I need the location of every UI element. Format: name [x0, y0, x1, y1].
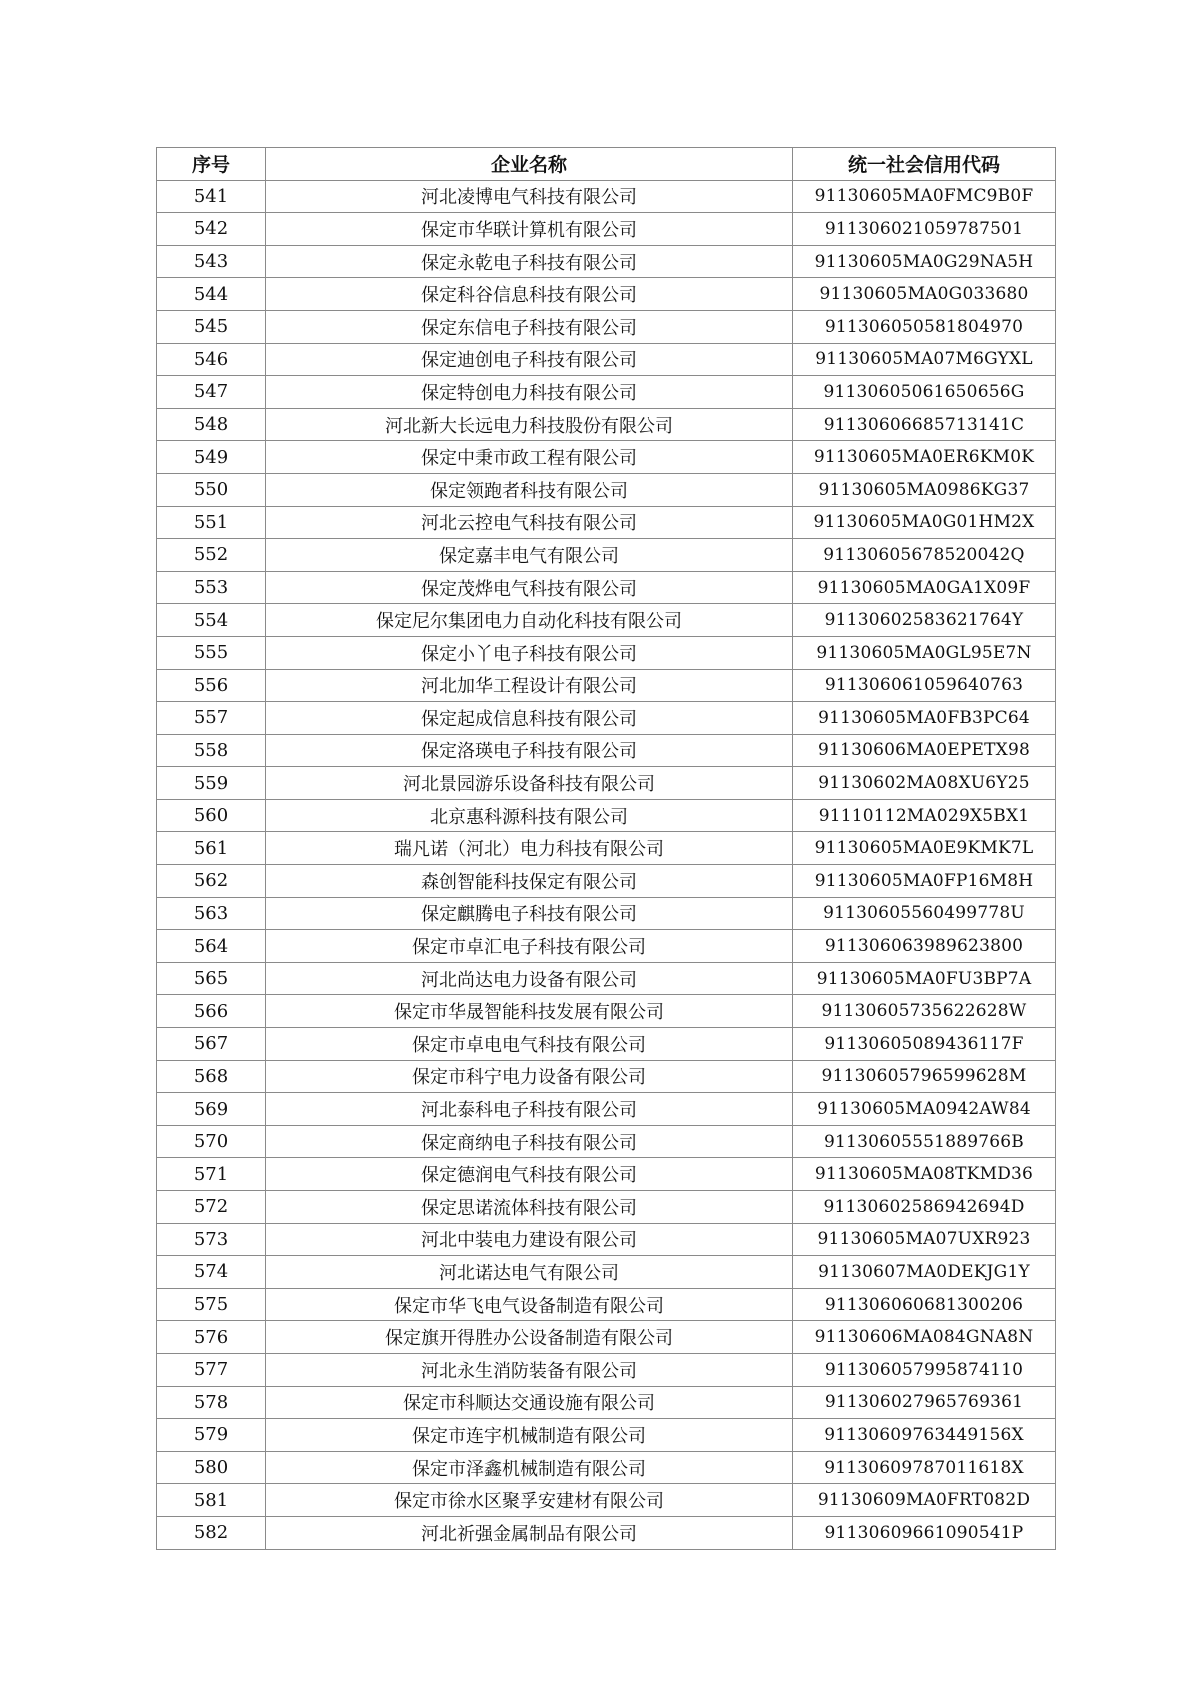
credit-code: 91130609763449156X: [793, 1419, 1056, 1452]
credit-code: 91130602586942694D: [793, 1191, 1056, 1224]
table-row: [157, 1321, 1056, 1354]
credit-code: 91130602MA08XU6Y25: [793, 767, 1056, 800]
company-name: 河北加华工程设计有限公司: [266, 669, 793, 702]
row-index: 557: [157, 702, 266, 735]
table-row: [157, 1093, 1056, 1126]
company-name: 河北泰科电子科技有限公司: [266, 1093, 793, 1126]
credit-code: 91130606MA0EPETX98: [793, 734, 1056, 767]
table-row: [157, 213, 1056, 246]
row-index: 558: [157, 734, 266, 767]
credit-code: 91130605MA0986KG37: [793, 473, 1056, 506]
table-row: [157, 571, 1056, 604]
table-row: [157, 473, 1056, 506]
row-index: 550: [157, 473, 266, 506]
table-row: [157, 832, 1056, 865]
table-row: [157, 278, 1056, 311]
row-index: 571: [157, 1158, 266, 1191]
credit-code: 91130605551889766B: [793, 1125, 1056, 1158]
company-name: 河北中装电力建设有限公司: [266, 1223, 793, 1256]
row-index: 563: [157, 897, 266, 930]
row-index: 555: [157, 636, 266, 669]
table-row: [157, 1028, 1056, 1061]
credit-code: 911306060681300206: [793, 1288, 1056, 1321]
table-row: [157, 245, 1056, 278]
company-name: 河北祈强金属制品有限公司: [266, 1516, 793, 1549]
credit-code: 91130605796599628M: [793, 1060, 1056, 1093]
credit-code: 91130605MA0FP16M8H: [793, 865, 1056, 898]
company-name: 保定市徐水区聚孚安建材有限公司: [266, 1484, 793, 1517]
row-index: 560: [157, 799, 266, 832]
table-row: [157, 962, 1056, 995]
table-row: [157, 1223, 1056, 1256]
credit-code: 91130605735622628W: [793, 995, 1056, 1028]
row-index: 551: [157, 506, 266, 539]
company-name: 保定特创电力科技有限公司: [266, 376, 793, 409]
credit-code: 91130606685713141C: [793, 408, 1056, 441]
table-row: [157, 995, 1056, 1028]
header-company-name: 企业名称: [266, 148, 793, 181]
table-row: [157, 767, 1056, 800]
table-row: [157, 930, 1056, 963]
company-name: 保定迪创电子科技有限公司: [266, 343, 793, 376]
company-name: 保定东信电子科技有限公司: [266, 310, 793, 343]
company-name: 保定科谷信息科技有限公司: [266, 278, 793, 311]
company-name: 保定茂烨电气科技有限公司: [266, 571, 793, 604]
row-index: 579: [157, 1419, 266, 1452]
row-index: 581: [157, 1484, 266, 1517]
credit-code: 91130605678520042Q: [793, 539, 1056, 572]
row-index: 546: [157, 343, 266, 376]
credit-code: 91130605MA07M6GYXL: [793, 343, 1056, 376]
company-name: 保定小丫电子科技有限公司: [266, 636, 793, 669]
company-name: 保定德润电气科技有限公司: [266, 1158, 793, 1191]
credit-code: 91110112MA029X5BX1: [793, 799, 1056, 832]
credit-code: 91130605061650656G: [793, 376, 1056, 409]
credit-code: 91130609MA0FRT082D: [793, 1484, 1056, 1517]
credit-code: 91130605MA0FMC9B0F: [793, 180, 1056, 213]
row-index: 554: [157, 604, 266, 637]
table-row: [157, 180, 1056, 213]
header-credit-code: 统一社会信用代码: [793, 148, 1056, 181]
row-index: 542: [157, 213, 266, 246]
company-name: 保定永乾电子科技有限公司: [266, 245, 793, 278]
table-row: [157, 441, 1056, 474]
row-index: 559: [157, 767, 266, 800]
row-index: 575: [157, 1288, 266, 1321]
row-index: 572: [157, 1191, 266, 1224]
company-name: 保定商纳电子科技有限公司: [266, 1125, 793, 1158]
table-row: [157, 799, 1056, 832]
company-name: 保定市卓汇电子科技有限公司: [266, 930, 793, 963]
credit-code: 911306057995874110: [793, 1353, 1056, 1386]
credit-code: 91130609787011618X: [793, 1451, 1056, 1484]
table-row: [157, 310, 1056, 343]
credit-code: 91130605MA0942AW84: [793, 1093, 1056, 1126]
credit-code: 911306061059640763: [793, 669, 1056, 702]
company-name: 河北永生消防装备有限公司: [266, 1353, 793, 1386]
credit-code: 911306027965769361: [793, 1386, 1056, 1419]
company-name: 保定麒腾电子科技有限公司: [266, 897, 793, 930]
company-name: 河北诺达电气有限公司: [266, 1256, 793, 1289]
company-name: 保定中秉市政工程有限公司: [266, 441, 793, 474]
table-row: [157, 865, 1056, 898]
row-index: 574: [157, 1256, 266, 1289]
company-name: 保定市华飞电气设备制造有限公司: [266, 1288, 793, 1321]
credit-code: 91130605MA0G01HM2X: [793, 506, 1056, 539]
company-name: 保定市科顺达交通设施有限公司: [266, 1386, 793, 1419]
company-name: 保定尼尔集团电力自动化科技有限公司: [266, 604, 793, 637]
company-name: 北京惠科源科技有限公司: [266, 799, 793, 832]
credit-code: 91130607MA0DEKJG1Y: [793, 1256, 1056, 1289]
row-index: 547: [157, 376, 266, 409]
row-index: 566: [157, 995, 266, 1028]
table-row: [157, 1516, 1056, 1549]
row-index: 567: [157, 1028, 266, 1061]
row-index: 548: [157, 408, 266, 441]
company-name: 保定市科宁电力设备有限公司: [266, 1060, 793, 1093]
company-name: 河北云控电气科技有限公司: [266, 506, 793, 539]
credit-code: 91130605MA0FB3PC64: [793, 702, 1056, 735]
row-index: 543: [157, 245, 266, 278]
company-name: 保定领跑者科技有限公司: [266, 473, 793, 506]
company-name: 保定旗开得胜办公设备制造有限公司: [266, 1321, 793, 1354]
credit-code: 91130609661090541P: [793, 1516, 1056, 1549]
row-index: 576: [157, 1321, 266, 1354]
table-row: [157, 897, 1056, 930]
credit-code: 91130605089436117F: [793, 1028, 1056, 1061]
table-row: [157, 1256, 1056, 1289]
row-index: 564: [157, 930, 266, 963]
table-row: [157, 1060, 1056, 1093]
company-name: 保定市连宇机械制造有限公司: [266, 1419, 793, 1452]
company-table: [156, 147, 1056, 1550]
company-name: 保定思诺流体科技有限公司: [266, 1191, 793, 1224]
credit-code: 911306021059787501: [793, 213, 1056, 246]
company-name: 保定起成信息科技有限公司: [266, 702, 793, 735]
credit-code: 91130605MA0FU3BP7A: [793, 962, 1056, 995]
table-row: [157, 702, 1056, 735]
company-name: 保定洛瑛电子科技有限公司: [266, 734, 793, 767]
table-row: [157, 376, 1056, 409]
table-row: [157, 1158, 1056, 1191]
table-row: [157, 1419, 1056, 1452]
credit-code: 911306050581804970: [793, 310, 1056, 343]
credit-code: 91130605MA0ER6KM0K: [793, 441, 1056, 474]
row-index: 553: [157, 571, 266, 604]
credit-code: 91130605MA0G29NA5H: [793, 245, 1056, 278]
row-index: 562: [157, 865, 266, 898]
company-name: 河北景园游乐设备科技有限公司: [266, 767, 793, 800]
table-row: [157, 1191, 1056, 1224]
table-row: [157, 539, 1056, 572]
credit-code: 91130602583621764Y: [793, 604, 1056, 637]
table-row: [157, 1125, 1056, 1158]
table-row: [157, 669, 1056, 702]
table-row: [157, 1386, 1056, 1419]
credit-code: 91130605MA0GA1X09F: [793, 571, 1056, 604]
table-row: [157, 1484, 1056, 1517]
company-name: 森创智能科技保定有限公司: [266, 865, 793, 898]
row-index: 568: [157, 1060, 266, 1093]
row-index: 556: [157, 669, 266, 702]
credit-code: 91130605560499778U: [793, 897, 1056, 930]
row-index: 578: [157, 1386, 266, 1419]
table-row: [157, 1288, 1056, 1321]
table-row: [157, 734, 1056, 767]
table-row: [157, 1451, 1056, 1484]
row-index: 582: [157, 1516, 266, 1549]
row-index: 541: [157, 180, 266, 213]
header-row: [157, 148, 1056, 181]
table-row: [157, 636, 1056, 669]
credit-code: 91130605MA07UXR923: [793, 1223, 1056, 1256]
credit-code: 91130606MA084GNA8N: [793, 1321, 1056, 1354]
company-name: 保定市卓电电气科技有限公司: [266, 1028, 793, 1061]
table-row: [157, 506, 1056, 539]
row-index: 561: [157, 832, 266, 865]
table-header: [157, 148, 1056, 181]
credit-code: 91130605MA0E9KMK7L: [793, 832, 1056, 865]
row-index: 569: [157, 1093, 266, 1126]
row-index: 552: [157, 539, 266, 572]
table-row: [157, 408, 1056, 441]
company-name: 河北尚达电力设备有限公司: [266, 962, 793, 995]
company-name: 河北凌博电气科技有限公司: [266, 180, 793, 213]
table-row: [157, 604, 1056, 637]
credit-code: 91130605MA08TKMD36: [793, 1158, 1056, 1191]
row-index: 570: [157, 1125, 266, 1158]
row-index: 549: [157, 441, 266, 474]
table-row: [157, 343, 1056, 376]
header-index: 序号: [157, 148, 266, 181]
company-name: 河北新大长远电力科技股份有限公司: [266, 408, 793, 441]
company-name: 保定市泽鑫机械制造有限公司: [266, 1451, 793, 1484]
table-row: [157, 1353, 1056, 1386]
table-body: [157, 180, 1056, 1549]
company-name: 保定市华联计算机有限公司: [266, 213, 793, 246]
company-name: 瑞凡诺（河北）电力科技有限公司: [266, 832, 793, 865]
row-index: 580: [157, 1451, 266, 1484]
credit-code: 911306063989623800: [793, 930, 1056, 963]
credit-code: 91130605MA0G033680: [793, 278, 1056, 311]
company-name: 保定市华晟智能科技发展有限公司: [266, 995, 793, 1028]
row-index: 565: [157, 962, 266, 995]
row-index: 573: [157, 1223, 266, 1256]
row-index: 544: [157, 278, 266, 311]
row-index: 545: [157, 310, 266, 343]
company-name: 保定嘉丰电气有限公司: [266, 539, 793, 572]
credit-code: 91130605MA0GL95E7N: [793, 636, 1056, 669]
row-index: 577: [157, 1353, 266, 1386]
